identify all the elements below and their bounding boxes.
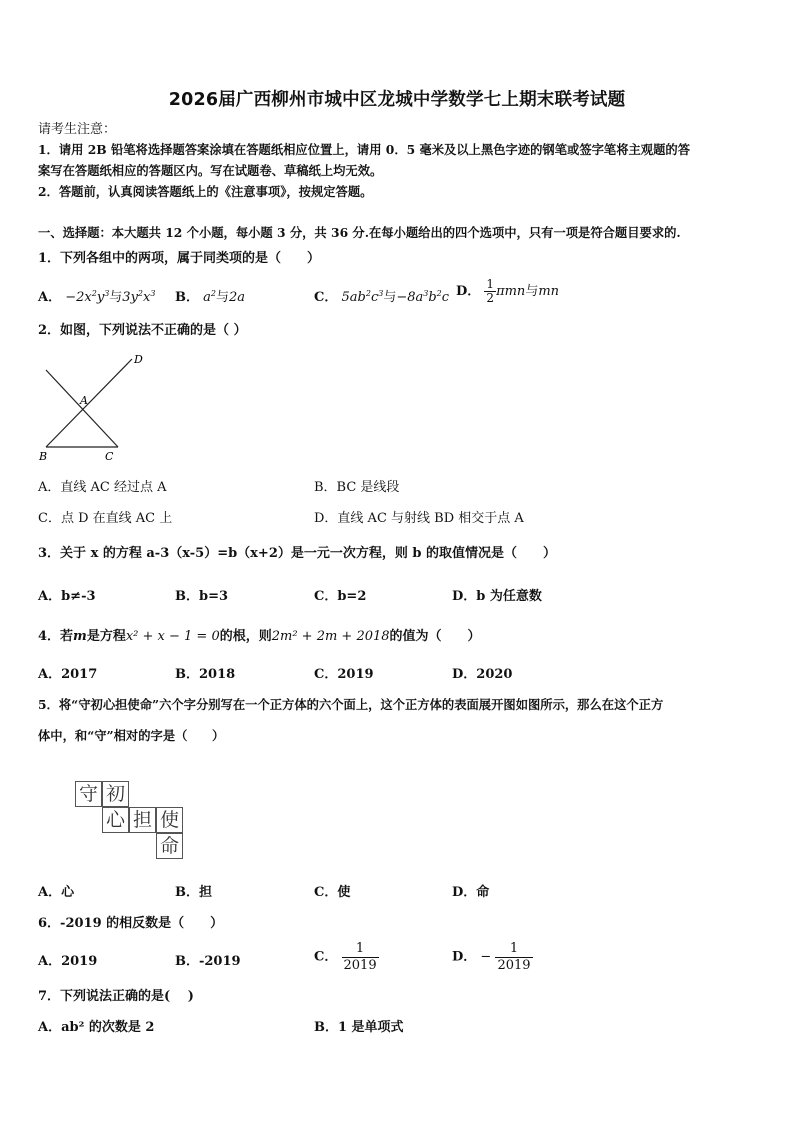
q3-stem: 3．关于 x 的方程 a-3（x-5）=b（x+2）是一元一次方程，则 b 的取值情况是（ ） [38,546,557,561]
q3-option-a: A．b≠-3 [38,589,96,604]
q6-option-d: D． − $\frac{1}{2019}$ [452,941,531,973]
q5-option-a: A．心 [38,885,75,900]
q1-a-math: $-2x^2y^3$ [65,289,110,305]
q2-option-d: D．直线 AC 与射线 BD 相交于点 A [314,511,524,526]
q1-stem: 1．下列各组中的两项，属于同类项的是（ ） [38,251,321,266]
q2-option-b: B．BC 是线段 [314,480,400,495]
section-heading: 一、选择题：本大题共 12 个小题，每小题 3 分，共 36 分.在每小题给出的四个选项中，只有一项是符合题目要求的. [38,225,681,240]
q2-option-a: A．直线 AC 经过点 A [38,480,167,495]
q2-option-c: C．点 D 在直线 AC 上 [38,511,173,526]
net-cell-shou: 守 [75,781,102,807]
net-cell-dan: 担 [129,807,156,833]
q3-option-d: D．b 为任意数 [452,589,542,604]
page-title: 2026届广西柳州市城中区龙城中学数学七上期末联考试题 [168,90,626,110]
q6-d-fraction: $\frac{1}{2019}$ [497,941,531,973]
notice-heading: 请考生注意： [38,122,117,137]
q6-c-fraction: $\frac{1}{2019}$ [343,941,377,973]
q1-option-b: B． $a^2$与2a [175,289,246,305]
q5-stem-line-2: 体中，和“守”相对的字是（ ） [38,728,225,743]
label-a: A [80,394,88,407]
net-cell-xin: 心 [102,807,129,833]
q6-stem: 6．-2019 的相反数是（ ） [38,916,224,931]
q2-figure [36,350,156,465]
q4-option-b: B．2018 [175,667,236,682]
label-c: C [105,450,114,463]
q1-b-label: B． [175,290,199,305]
net-cell-chu: 初 [102,781,129,807]
q6-option-b: B．-2019 [175,954,241,969]
q6-option-c: C． $\frac{1}{2019}$ [314,941,377,973]
notice-line-1: 1．请用 2B 铅笔将选择题答案涂填在答题纸相应位置上，请用 0．5 毫米及以上黑色字迹的钢笔或签字笔将主观题的答 [38,142,690,157]
q1-option-a: A． $-2x^2y^3$与$3y^2x^3$ [38,289,156,305]
q1-a-label: A． [38,290,62,305]
q5-option-b: B．担 [175,885,212,900]
q1-option-c: C． $5ab^2c^3$与$-8a^3b^2c$ [314,289,450,305]
label-b: B [39,450,48,463]
q5-option-d: D．命 [452,885,490,900]
notice-line-2: 2．答题前，认真阅读答题纸上的《注意事项》，按规定答题。 [38,184,373,199]
q7-option-a: A．ab² 的次数是 2 [38,1020,155,1035]
q3-option-b: B．b=3 [175,589,229,604]
q7-stem: 7．下列说法正确的是( ) [38,989,194,1004]
net-cell-ming: 命 [156,833,183,859]
net-cell-shi: 使 [156,807,183,833]
q4-stem: 4．若m是方程x² + x − 1 = 0的根，则2m² + 2m + 2018的值为（ ） [38,629,481,644]
q1-d-fraction: $\frac{1}{2}$ [486,277,495,305]
q3-option-c: C．b=2 [314,589,367,604]
label-d: D [134,353,143,366]
q4-option-c: C．2019 [314,667,374,682]
q2-stem: 2．如图，下列说法不正确的是（ ） [38,323,247,338]
q4-option-d: D．2020 [452,667,513,682]
q5-stem-line-1: 5．将“守初心担使命”六个字分别写在一个正方体的六个面上，这个正方体的表面展开图如图所示，那么在这个正方 [38,697,664,712]
notice-line-1b: 案写在答题纸相应的答题区内。写在试题卷、草稿纸上均无效。 [38,163,383,178]
q6-option-a: A．2019 [38,954,98,969]
ray-bd [46,359,132,447]
q5-cube-net [75,781,190,863]
q4-option-a: A．2017 [38,667,98,682]
q1-d-label: D． [456,284,481,299]
q5-option-c: C．使 [314,885,351,900]
q7-option-b: B．1 是单项式 [314,1020,404,1035]
q1-option-d: D． $\frac{1}{2}$ πmn与mn [456,277,560,305]
q1-c-label: C． [314,290,338,305]
